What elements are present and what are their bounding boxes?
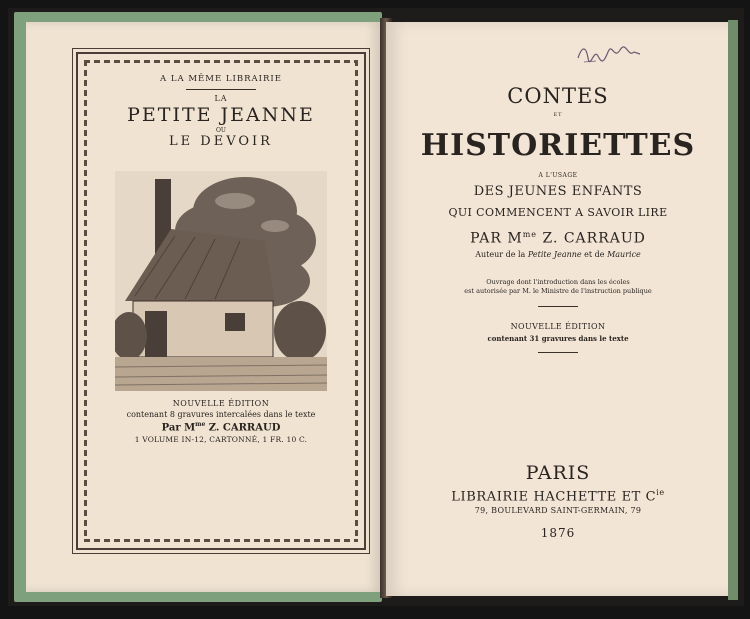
back-board-edge <box>728 20 738 600</box>
illustrations-note: contenant 31 gravures dans le texte <box>487 334 629 343</box>
subtitle-a-lusage: A L'USAGE <box>538 172 578 179</box>
title-historiettes: HISTORIETTES <box>420 128 696 163</box>
imprint-year: 1876 <box>540 526 576 540</box>
title-contes: CONTES <box>507 84 609 108</box>
handwritten-signature <box>574 42 644 66</box>
ad-subtitle: LE DEVOIR <box>169 134 273 149</box>
chain-border-left <box>84 60 87 542</box>
imprint-publisher: LIBRAIRIE HACHETTE ET $C^{ie}$ <box>451 488 665 505</box>
ad-title-article: LA <box>214 94 228 103</box>
author-line: PAR $M^{me}$ Z. CARRAUD <box>470 230 646 247</box>
cottage-engraving <box>115 171 327 391</box>
chain-border-bottom <box>84 539 358 542</box>
advertisement-frame <box>76 52 366 550</box>
ad-author: Par $M^{me}$ Z. CARRAUD <box>161 421 281 434</box>
chain-border-right <box>355 60 358 542</box>
ad-contents-note: contenant 8 gravures intercalées dans le texte <box>126 410 316 419</box>
ad-divider <box>186 89 256 90</box>
divider-top <box>386 306 730 307</box>
chain-border-top <box>84 60 358 63</box>
ad-edition: NOUVELLE ÉDITION <box>172 399 270 408</box>
ad-price: 1 VOLUME IN-12, CARTONNÉ, 1 FR. 10 C. <box>134 435 308 445</box>
ad-header: A LA MÊME LIBRAIRIE <box>160 74 282 84</box>
divider-bottom <box>386 352 730 353</box>
ad-title-ou: OU <box>216 127 226 134</box>
ad-title: PETITE JEANNE <box>127 104 315 126</box>
advertisement-content <box>92 68 350 534</box>
author-works: Auteur de la Petite Jeanne et de Maurice <box>475 250 641 259</box>
title-page <box>386 22 730 596</box>
title-et: ET <box>553 112 563 118</box>
imprint-city: PARIS <box>525 462 591 484</box>
edition-label: NOUVELLE ÉDITION <box>510 322 606 331</box>
imprint-address: 79, BOULEVARD SAINT-GERMAIN, 79 <box>474 506 642 515</box>
approval-note: Ouvrage dont l'introduction dans les écoles est autorisée par M. le Ministre de l'instruction publique <box>464 278 652 295</box>
open-book <box>8 8 744 606</box>
endpaper-page <box>26 22 380 592</box>
subtitle-savoir-lire: QUI COMMENCENT A SAVOIR LIRE <box>448 206 668 219</box>
subtitle-jeunes-enfants: DES JEUNES ENFANTS <box>473 184 643 199</box>
